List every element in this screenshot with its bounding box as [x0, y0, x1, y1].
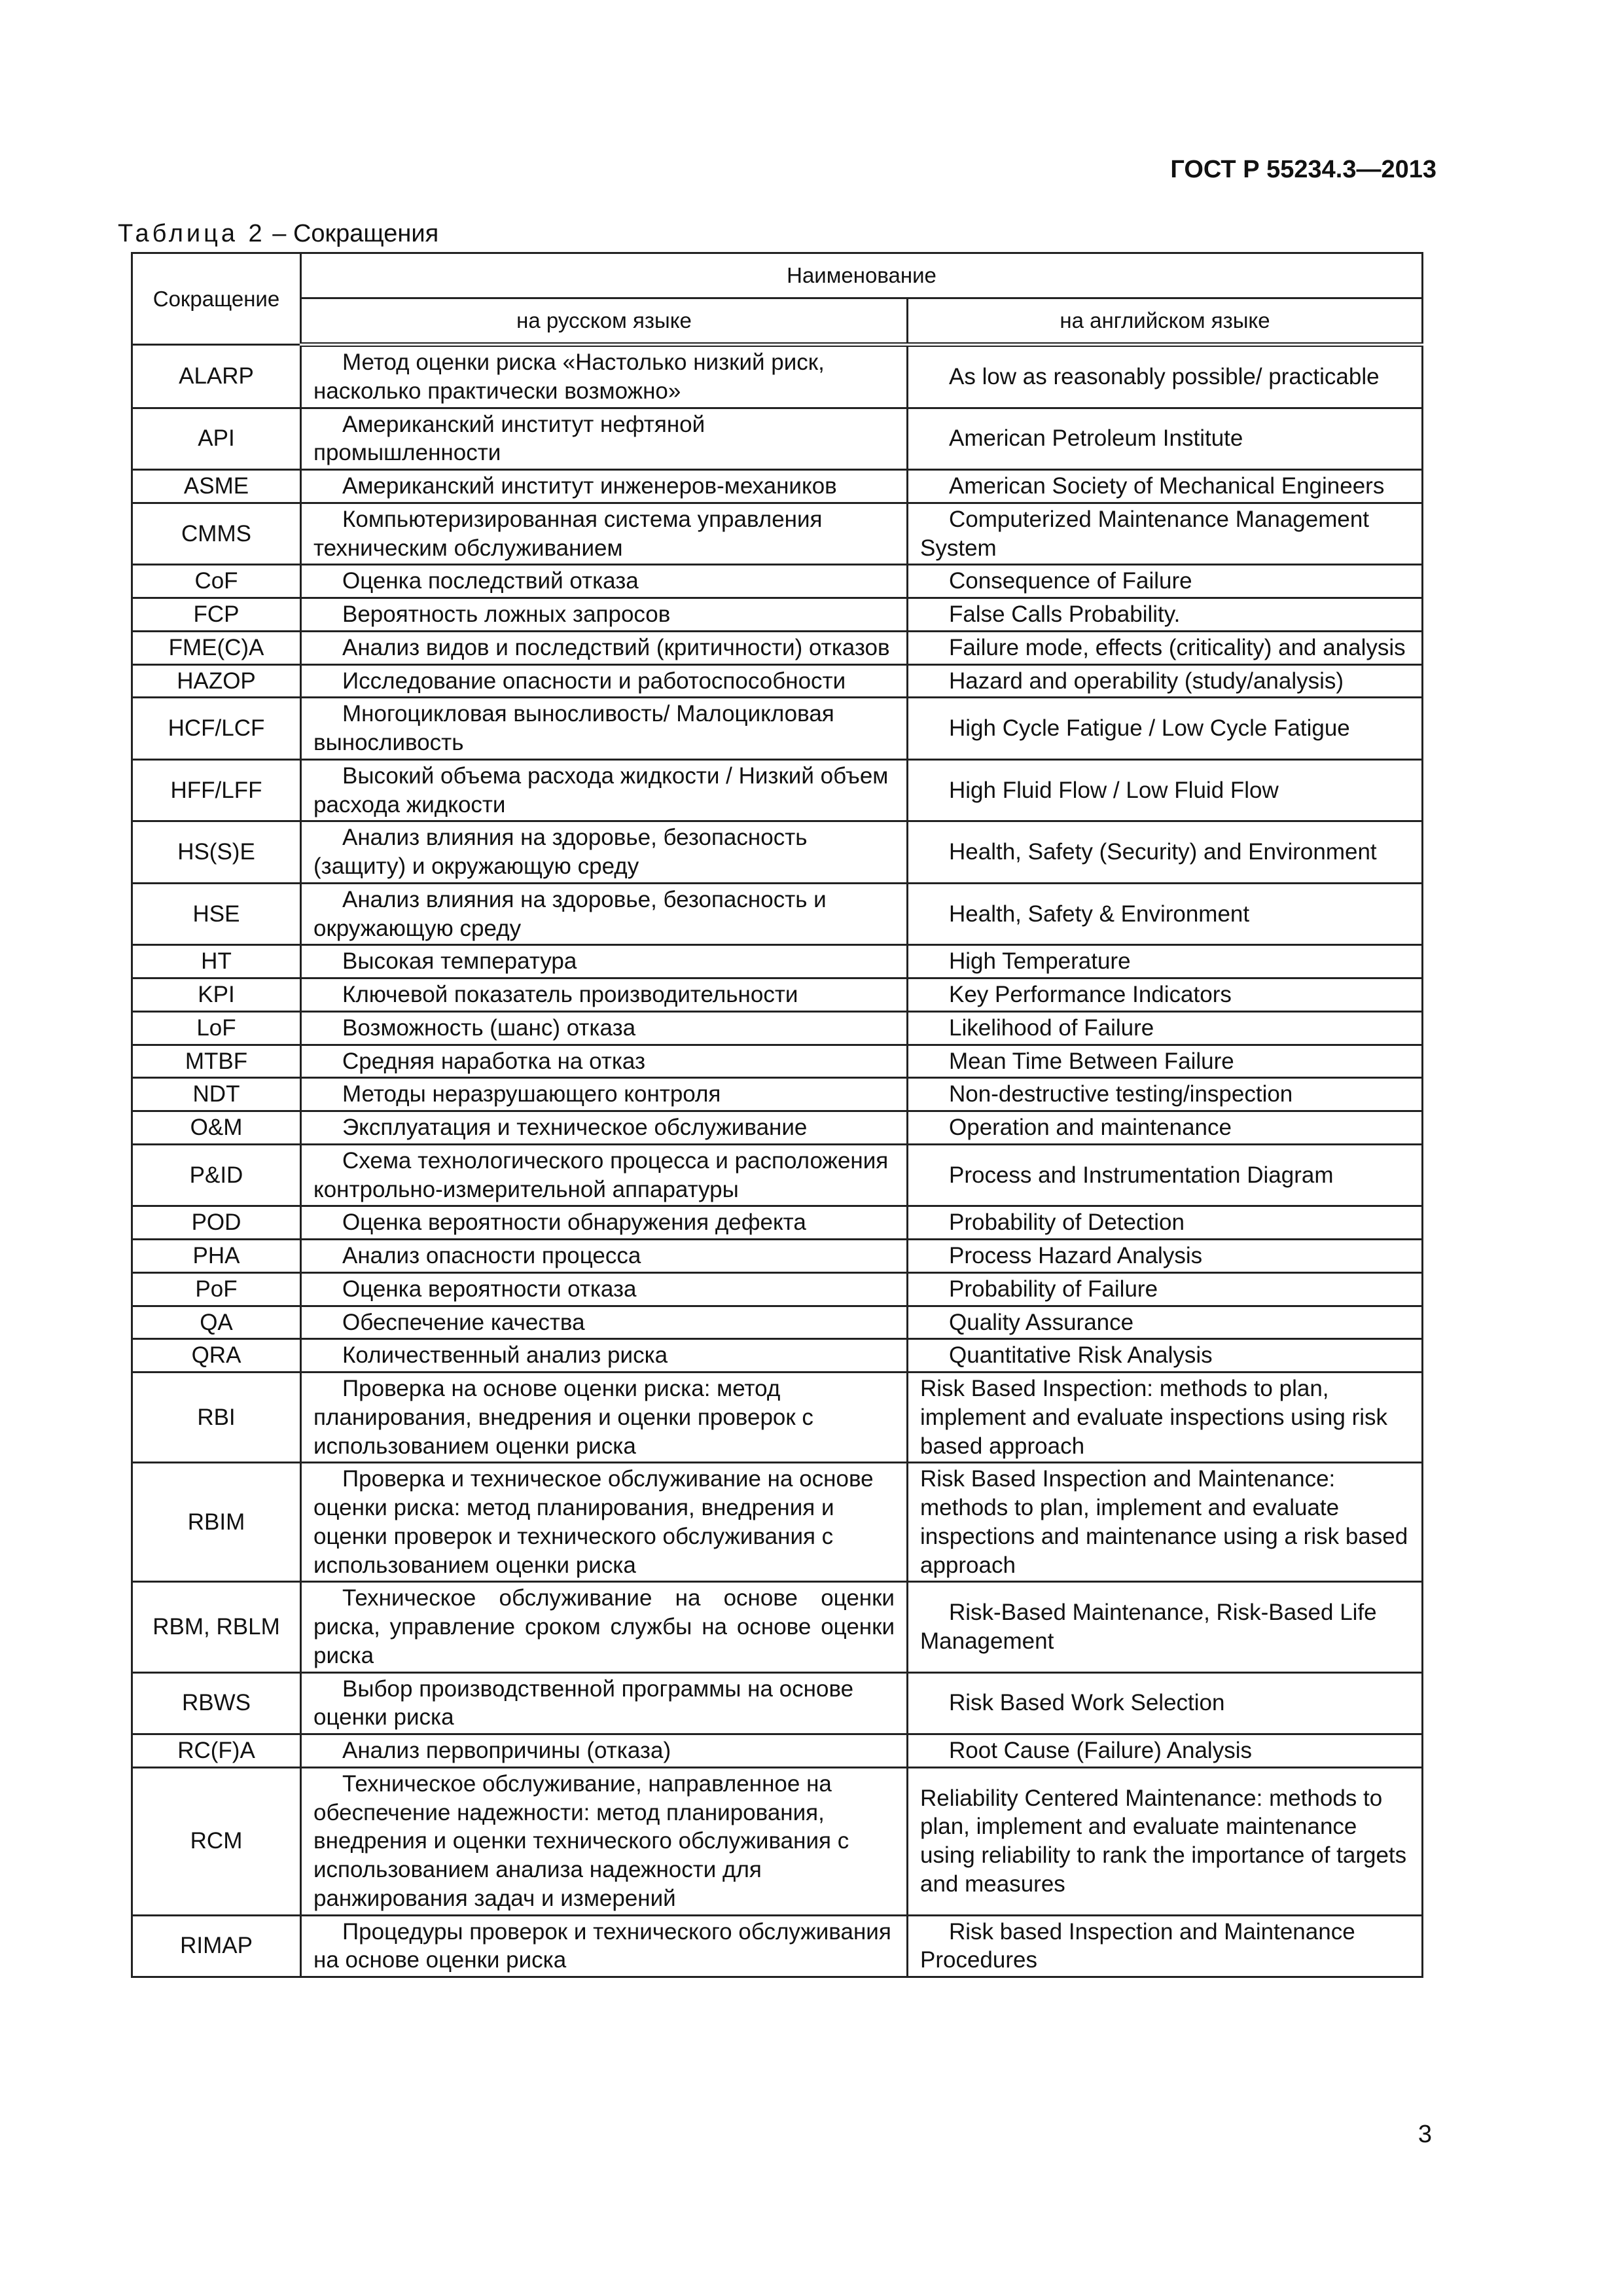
- russian-name-text: Средняя наработка на отказ: [342, 1048, 646, 1074]
- russian-name-text: Выбор производственной программы на основе оценки риска: [313, 1676, 854, 1731]
- russian-name-text: Американский институт нефтяной промышленности: [313, 411, 705, 466]
- english-name-cell: [908, 1306, 1423, 1339]
- english-name-text: American Society of Mechanical Engineers: [949, 473, 1385, 499]
- english-name-text: Probability of Failure: [949, 1276, 1158, 1302]
- english-name-text: Process and Instrumentation Diagram: [949, 1162, 1334, 1188]
- header-name: Наименование: [301, 253, 1423, 298]
- english-name-cell: [908, 1240, 1423, 1273]
- russian-name-cell: [301, 1915, 908, 1977]
- english-name-cell: [908, 1734, 1423, 1768]
- russian-name-cell: [301, 1111, 908, 1145]
- abbreviation-cell: O&M: [132, 1111, 301, 1145]
- table-row: [132, 1011, 1423, 1045]
- russian-name-text: Анализ влияния на здоровье, безопасность (защиту) и окружающую среду: [313, 825, 808, 879]
- russian-name-cell: [301, 978, 908, 1012]
- russian-name-text: Техническое обслуживание, направленное на обеспечение надежности: метод планирования, внедрения и оценки технического обслуживания с использованием анализа надежности для ранжирования задач и измерений: [313, 1770, 849, 1911]
- russian-name-text: Анализ видов и последствий (критичности) отказов: [342, 634, 890, 660]
- english-name-text: Key Performance Indicators: [949, 982, 1232, 1007]
- english-name-text: Failure mode, effects (criticality) and analysis: [949, 634, 1406, 660]
- english-name-text: High Temperature: [949, 948, 1131, 975]
- english-name-text: High Fluid Flow / Low Fluid Flow: [949, 777, 1279, 803]
- english-name-cell: [908, 503, 1423, 565]
- english-name-text: Operation and maintenance: [949, 1115, 1232, 1140]
- russian-name-text: Схема технологического процесса и расположения контрольно-измерительной аппаратуры: [313, 1147, 889, 1202]
- english-name-text: Probability of Detection: [949, 1210, 1185, 1236]
- page-number: 3: [1418, 2121, 1432, 2148]
- table-row: [132, 1078, 1423, 1111]
- table-row: [132, 631, 1423, 664]
- abbreviation-cell: RIMAP: [132, 1915, 301, 1977]
- english-name-cell: [908, 1111, 1423, 1145]
- english-name-text: Root Cause (Failure) Analysis: [949, 1738, 1252, 1763]
- table-row: [132, 1582, 1423, 1672]
- english-name-cell: [908, 664, 1423, 698]
- english-name-text: Quality Assurance: [949, 1309, 1134, 1335]
- english-name-text: False Calls Probability.: [949, 601, 1181, 627]
- table-row: [132, 698, 1423, 760]
- russian-name-cell: [301, 945, 908, 978]
- russian-name-text: Многоцикловая выносливость/ Малоцикловая выносливость: [313, 701, 834, 755]
- english-name-text: Risk based Inspection and Maintenance Procedures: [920, 1918, 1355, 1973]
- abbreviation-cell: RBWS: [132, 1672, 301, 1734]
- russian-name-text: Эксплуатация и техническое обслуживание: [342, 1115, 808, 1140]
- english-name-text: American Petroleum Institute: [949, 425, 1243, 452]
- english-name-cell: [908, 1272, 1423, 1306]
- russian-name-cell: [301, 503, 908, 565]
- english-name-text: Non-destructive testing/inspection: [949, 1081, 1293, 1107]
- table-row: [132, 883, 1423, 945]
- table-row: [132, 1734, 1423, 1768]
- table-row: [132, 1463, 1423, 1582]
- table-row: [132, 1767, 1423, 1915]
- abbreviation-cell: RCM: [132, 1767, 301, 1915]
- table-caption-separator: –: [265, 220, 293, 247]
- table-caption-title: Сокращения: [293, 220, 439, 247]
- russian-name-text: Высокая температура: [342, 948, 577, 975]
- table-row: [132, 1045, 1423, 1078]
- russian-name-text: Проверка на основе оценки риска: метод планирования, внедрения и оценки проверок с использованием оценки риска: [313, 1376, 813, 1459]
- russian-name-text: Проверка и техническое обслуживание на основе оценки риска: метод планирования, внедрения и оценки проверок и технического обслуживания с использованием оценки риска: [313, 1466, 874, 1578]
- table-row: [132, 1206, 1423, 1240]
- header-english: на английском языке: [908, 298, 1423, 345]
- table-row: [132, 821, 1423, 884]
- russian-name-text: Компьютеризированная система управления техническим обслуживанием: [313, 506, 823, 561]
- russian-name-text: Вероятность ложных запросов: [342, 601, 671, 627]
- english-name-text: Hazard and operability (study/analysis): [949, 668, 1344, 694]
- abbreviation-cell: HS(S)E: [132, 821, 301, 884]
- abbreviation-cell: LoF: [132, 1011, 301, 1045]
- abbreviation-cell: CoF: [132, 565, 301, 598]
- table-caption: [118, 220, 438, 248]
- english-name-cell: [908, 1372, 1423, 1463]
- russian-name-cell: [301, 1672, 908, 1734]
- english-name-text: Risk Based Inspection: methods to plan, implement and evaluate inspections using risk based approach: [920, 1376, 1387, 1459]
- russian-name-cell: [301, 1306, 908, 1339]
- russian-name-cell: [301, 470, 908, 503]
- russian-name-text: Методы неразрушающего контроля: [342, 1081, 721, 1107]
- abbreviation-cell: HT: [132, 945, 301, 978]
- english-name-cell: [908, 883, 1423, 945]
- english-name-cell: [908, 698, 1423, 760]
- english-name-cell: [908, 565, 1423, 598]
- english-name-text: Health, Safety & Environment: [949, 901, 1250, 927]
- table-row: [132, 598, 1423, 632]
- abbreviation-cell: FME(C)A: [132, 631, 301, 664]
- standard-designation: ГОСТ Р 55234.3—2013: [1170, 156, 1436, 183]
- table-row: [132, 664, 1423, 698]
- russian-name-cell: [301, 598, 908, 632]
- header-row-bottom: [132, 298, 1423, 345]
- english-name-text: Mean Time Between Failure: [949, 1048, 1234, 1074]
- table-row: [132, 1272, 1423, 1306]
- abbreviation-cell: CMMS: [132, 503, 301, 565]
- english-name-text: Process Hazard Analysis: [949, 1243, 1203, 1268]
- abbreviation-cell: QRA: [132, 1339, 301, 1372]
- abbreviation-cell: POD: [132, 1206, 301, 1240]
- russian-name-text: Обеспечение качества: [342, 1309, 585, 1335]
- header-abbreviation: Сокращение: [132, 253, 301, 345]
- table-row: [132, 1915, 1423, 1977]
- english-name-text: High Cycle Fatigue / Low Cycle Fatigue: [949, 715, 1350, 742]
- russian-name-cell: [301, 1272, 908, 1306]
- english-name-text: Likelihood of Failure: [949, 1014, 1154, 1041]
- table-row: [132, 1144, 1423, 1206]
- table-row: [132, 565, 1423, 598]
- russian-name-text: Оценка последствий отказа: [342, 568, 639, 594]
- english-name-cell: [908, 1463, 1423, 1582]
- table-body: [132, 345, 1423, 1977]
- english-name-text: Reliability Centered Maintenance: methods to plan, implement and evaluate maintenance using reliability to rank the importance of targets and measures: [920, 1785, 1407, 1897]
- russian-name-cell: [301, 345, 908, 408]
- russian-name-cell: [301, 1240, 908, 1273]
- english-name-text: Computerized Maintenance Management System: [920, 506, 1370, 561]
- english-name-text: Health, Safety (Security) and Environment: [949, 839, 1377, 865]
- abbreviation-cell: PHA: [132, 1240, 301, 1273]
- russian-name-text: Метод оценки риска «Настолько низкий риск, насколько практически возможно»: [313, 350, 825, 404]
- english-name-cell: [908, 1144, 1423, 1206]
- english-name-cell: [908, 1011, 1423, 1045]
- russian-name-cell: [301, 821, 908, 884]
- english-name-cell: [908, 1767, 1423, 1915]
- english-name-text: Quantitative Risk Analysis: [949, 1342, 1213, 1369]
- english-name-cell: [908, 408, 1423, 470]
- table-row: [132, 503, 1423, 565]
- russian-name-cell: [301, 408, 908, 470]
- russian-name-cell: [301, 1011, 908, 1045]
- russian-name-text: Процедуры проверок и технического обслуживания на основе оценки риска: [313, 1918, 891, 1973]
- english-name-text: As low as reasonably possible/ practicable: [949, 363, 1380, 389]
- russian-name-text: Анализ влияния на здоровье, безопасность и окружающую среду: [313, 886, 827, 941]
- table-row: [132, 408, 1423, 470]
- table-row: [132, 1306, 1423, 1339]
- table-row: [132, 1339, 1423, 1372]
- russian-name-cell: [301, 1463, 908, 1582]
- abbreviation-cell: NDT: [132, 1078, 301, 1111]
- russian-name-cell: [301, 1734, 908, 1768]
- header-row-top: [132, 253, 1423, 298]
- abbreviation-cell: HFF/LFF: [132, 759, 301, 821]
- table-row: [132, 1372, 1423, 1463]
- abbreviation-cell: RC(F)A: [132, 1734, 301, 1768]
- russian-name-text: Высокий объема расхода жидкости / Низкий объем расхода жидкости: [313, 762, 889, 817]
- russian-name-cell: [301, 698, 908, 760]
- english-name-text: Consequence of Failure: [949, 568, 1192, 594]
- english-name-cell: [908, 345, 1423, 408]
- table-row: [132, 1672, 1423, 1734]
- abbreviation-cell: MTBF: [132, 1045, 301, 1078]
- russian-name-text: Анализ первопричины (отказа): [342, 1738, 671, 1763]
- russian-name-cell: [301, 1582, 908, 1672]
- russian-name-cell: [301, 759, 908, 821]
- russian-name-text: Анализ опасности процесса: [342, 1243, 641, 1268]
- english-name-cell: [908, 1078, 1423, 1111]
- abbreviation-cell: API: [132, 408, 301, 470]
- english-name-text: Risk Based Inspection and Maintenance: methods to plan, implement and evaluate inspections and maintenance using a risk based approach: [920, 1466, 1408, 1578]
- table-caption-prefix: Таблица 2: [118, 220, 266, 247]
- russian-name-text: Ключевой показатель производительности: [342, 982, 798, 1007]
- russian-name-cell: [301, 1078, 908, 1111]
- abbreviation-cell: KPI: [132, 978, 301, 1012]
- russian-name-text: Оценка вероятности обнаружения дефекта: [342, 1210, 806, 1236]
- table-row: [132, 470, 1423, 503]
- russian-name-cell: [301, 565, 908, 598]
- english-name-cell: [908, 631, 1423, 664]
- russian-name-text: Техническое обслуживание на основе оценки риска, управление сроком службы на основе оценки риска: [313, 1585, 895, 1668]
- abbreviation-cell: ALARP: [132, 345, 301, 408]
- abbreviation-cell: RBM, RBLM: [132, 1582, 301, 1672]
- english-name-cell: [908, 598, 1423, 632]
- english-name-text: Risk Based Work Selection: [949, 1690, 1225, 1716]
- abbreviation-cell: ASME: [132, 470, 301, 503]
- english-name-cell: [908, 759, 1423, 821]
- abbreviation-cell: QA: [132, 1306, 301, 1339]
- table-row: [132, 759, 1423, 821]
- russian-name-text: Количественный анализ риска: [342, 1342, 668, 1369]
- header-russian: на русском языке: [301, 298, 908, 345]
- abbreviation-cell: P&ID: [132, 1144, 301, 1206]
- english-name-cell: [908, 945, 1423, 978]
- english-name-cell: [908, 821, 1423, 884]
- abbreviations-table: [131, 252, 1423, 1978]
- abbreviation-cell: RBIM: [132, 1463, 301, 1582]
- russian-name-cell: [301, 1339, 908, 1372]
- abbreviation-cell: FCP: [132, 598, 301, 632]
- abbreviation-cell: HSE: [132, 883, 301, 945]
- abbreviation-cell: HAZOP: [132, 664, 301, 698]
- english-name-text: Risk-Based Maintenance, Risk-Based Life Management: [920, 1600, 1377, 1654]
- table-row: [132, 945, 1423, 978]
- english-name-cell: [908, 978, 1423, 1012]
- abbreviation-cell: PoF: [132, 1272, 301, 1306]
- russian-name-text: Оценка вероятности отказа: [342, 1276, 637, 1302]
- english-name-cell: [908, 1339, 1423, 1372]
- table-row: [132, 1240, 1423, 1273]
- table-row: [132, 345, 1423, 408]
- table-row: [132, 978, 1423, 1012]
- russian-name-cell: [301, 664, 908, 698]
- russian-name-text: Исследование опасности и работоспособности: [342, 668, 846, 694]
- english-name-cell: [908, 1672, 1423, 1734]
- english-name-cell: [908, 470, 1423, 503]
- russian-name-cell: [301, 1144, 908, 1206]
- russian-name-cell: [301, 883, 908, 945]
- english-name-cell: [908, 1045, 1423, 1078]
- abbreviation-cell: HCF/LCF: [132, 698, 301, 760]
- russian-name-cell: [301, 1206, 908, 1240]
- english-name-cell: [908, 1915, 1423, 1977]
- russian-name-cell: [301, 1045, 908, 1078]
- english-name-cell: [908, 1206, 1423, 1240]
- english-name-cell: [908, 1582, 1423, 1672]
- russian-name-cell: [301, 631, 908, 664]
- russian-name-cell: [301, 1767, 908, 1915]
- russian-name-text: Возможность (шанс) отказа: [342, 1014, 636, 1041]
- russian-name-text: Американский институт инженеров-механиков: [342, 473, 837, 499]
- abbreviation-cell: RBI: [132, 1372, 301, 1463]
- table-row: [132, 1111, 1423, 1145]
- russian-name-cell: [301, 1372, 908, 1463]
